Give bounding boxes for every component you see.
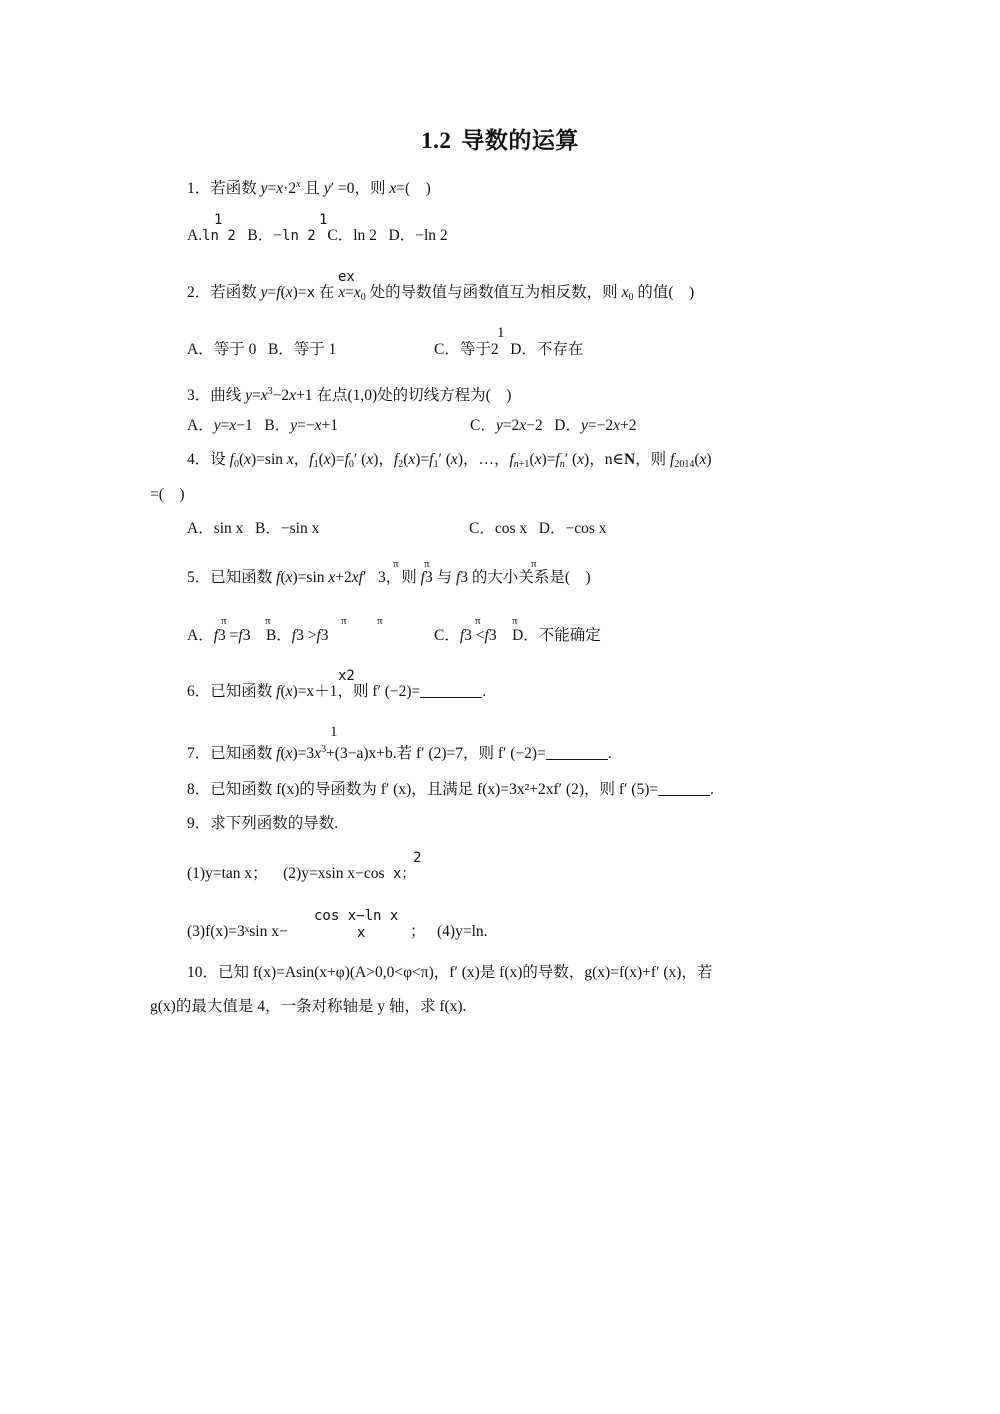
q3-option-a: A．y=x−1 [187, 417, 253, 434]
pi-label: π [377, 615, 383, 627]
q4-option-d: D．−cos x [538, 520, 607, 537]
pi-label: π [424, 558, 430, 570]
question-7-stem: 7．已知函数 $f(x)=3x^3+(3-a)x+b$.若 f′ (2)=7，则 f′ (−2)= . [187, 744, 612, 762]
q2-option-c: C．等于2 [434, 341, 499, 358]
question-4-stem-cont: =( ) [150, 486, 185, 503]
q1-option-d: D．−ln 2 [388, 227, 448, 244]
question-3-options-cd [470, 416, 636, 436]
question-4-stem: 4．设 $f_0(x)=\sin$ x，$f_1(x)=f_0'$ (x)，$f_2(x)=f_1'$ (x)，…，$f_{n+1}(x)=f_n'$ (x)，n∈N，则 $f_{2014}(x)$ [187, 451, 712, 470]
pi-label: π [341, 615, 347, 627]
question-3-options [187, 416, 338, 436]
question-2-options [187, 340, 336, 360]
q2-optC-numerator: 1 [497, 325, 505, 341]
pi-label: π [265, 615, 271, 627]
question-5-options [187, 626, 329, 646]
q2-option-a: A．等于 0 [187, 341, 257, 358]
q9-part-2: (2)y=xsin x−cos x； [283, 865, 416, 882]
q9-p3-denominator: x [357, 925, 366, 941]
q9-p3-numerator: cos x−ln x [314, 908, 399, 924]
q4-option-a: A．sin x [187, 520, 244, 537]
q1-option-c: C．ln 2 [327, 227, 377, 244]
q4-option-c: C．cos x [469, 520, 528, 537]
question-6-stem: 6．已知函数 f(x)=x＋1，则 f′ (−2)= . [187, 683, 487, 700]
question-4-options [187, 519, 319, 539]
q2-option-b: B．等于 1 [267, 341, 337, 358]
q1-optB-numerator: 1 [319, 212, 328, 228]
question-9-stem: 9．求下列函数的导数. [187, 815, 339, 832]
question-8-stem: 8．已知函数 f(x)的导函数为 f′ (x)，且满足 f(x)=3x²+2xf′ (2)，则 f′ (5)= . [187, 781, 714, 798]
q3-option-c: C．y=2x−2 [470, 417, 543, 434]
question-2-stem: 2．若函数 y=f(x)=x 在 $x=x_0$ 处的导数值与函数值互为相反数，则 $x_0$ 的值( ) [187, 284, 695, 303]
q5-option-d: D．不能确定 [512, 627, 601, 644]
question-5-options-cd [434, 626, 601, 646]
question-1-stem: 1．若函数 $y=x\cdot 2^x$ 且 y′ =0，则 x=( ) [187, 179, 431, 197]
question-5-stem: 5．已知函数 f(x)=sin x+2xf′ 3，则 f3 与 f3 的大小关系是( ) [187, 569, 591, 586]
q4-option-b: B．−sin x [255, 520, 320, 537]
q9-part-3-end: ； [410, 923, 426, 940]
q1-option-a: A.ln 2 [187, 227, 236, 244]
question-1-options [187, 226, 448, 246]
pi-label: π [221, 615, 227, 627]
question-10-stem: 10．已知 f(x)=Asin(x+φ)(A>0,0<φ<π)，f′ (x)是 f(x)的导数，g(x)=f(x)+f′ (x)，若 [187, 964, 713, 981]
q5-option-a: A．f3 =f3 [187, 627, 251, 644]
pi-label: π [393, 558, 399, 570]
question-10-stem-cont: g(x)的最大值是 4，一条对称轴是 y 轴，求 f(x). [150, 998, 467, 1015]
question-9-part-3: (3)f(x)=3ˣsin x− [187, 923, 288, 940]
question-9-part-4: (4)y=ln. [437, 923, 488, 940]
pi-label: π [512, 615, 518, 627]
q1-optA-numerator: 1 [214, 212, 223, 228]
answer-blank[interactable] [658, 781, 710, 796]
question-4-options-cd [469, 519, 607, 539]
q9-part-1: (1)y=tan x； [187, 865, 268, 882]
answer-blank[interactable] [546, 745, 608, 760]
pi-label: π [531, 558, 537, 570]
question-3-stem: 3．曲线 $y=x^3-2x+1$ 在点(1,0)处的切线方程为( ) [187, 386, 512, 404]
pi-label: π [475, 615, 481, 627]
q3-option-b: B．y=−x+1 [264, 417, 338, 434]
question-2-options-cd [434, 340, 583, 360]
q5-option-c: C．f3 <f3 [434, 627, 497, 644]
answer-blank[interactable] [420, 683, 482, 698]
q7-fraction-numerator: 1 [330, 724, 338, 740]
question-9-parts-row1 [187, 864, 415, 884]
q2-fraction-numerator: ex [338, 269, 355, 285]
page-title: 1.2 导数的运算 [421, 128, 579, 154]
q9-p2-exponent: 2 [413, 850, 422, 866]
q1-option-b: B．−ln 2 [247, 227, 316, 244]
q3-option-d: D．y=−2x+2 [554, 417, 637, 434]
q2-option-d: D．不存在 [510, 341, 584, 358]
q5-option-b: B．f3 >f3 [265, 627, 329, 644]
q6-fraction-numerator: x2 [338, 668, 355, 684]
